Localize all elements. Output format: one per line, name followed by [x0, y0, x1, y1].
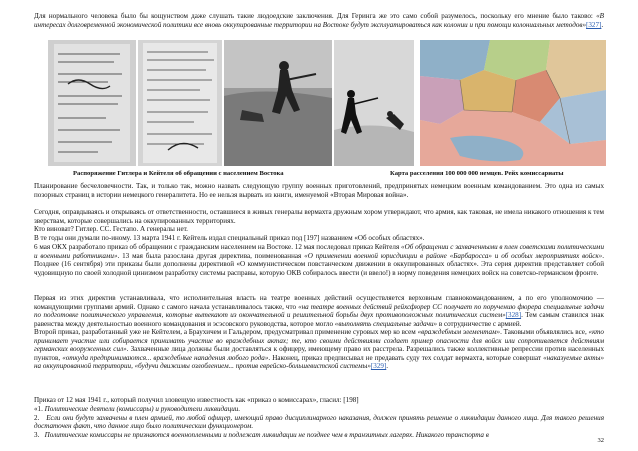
footnote-link-327[interactable]: [327] — [586, 20, 602, 29]
paragraph-8: Приказ от 12 мая 1941 г., который получил зловещую известность как «приказ о комиссарах», гласил: [198] — [34, 396, 359, 404]
paragraph-3: Кто виноват? Гитлер. СС. Гестапо. А генералы нет. — [34, 225, 188, 233]
intro-text: Для нормального человека было бы кощунством даже слушать такие людоедские заключения. Для Геринга же это само собой разумелось, поскольку его мнение было таково: — [34, 12, 597, 20]
page-number: 32 — [597, 437, 604, 444]
caption-left: Распоряжение Гитлера и Кейтеля об обращении с населением Востока — [73, 170, 284, 177]
intro-quote: «В интересах долговременной экономической политики все вновь оккупированные территории на Востоке будут эксплуатироваться как колонии и при помощи колониальных методов» — [34, 12, 604, 29]
photo-execution — [334, 40, 414, 166]
paragraph-6: Первая из этих директив устанавливала, что исполнительная власть на театре военных действий осуществляется верховным главнокомандованием, а по его уполномочию — командующими группами армий. Однако с самого начала устанавливалось также, что «на театре военных действий рейхсфюрер СС получает по поручению фюрера специальные задачи по подготовке политического управления, которые вытекают из окончательной и решительной борьбы двух противоположных политических систем»[328]. Тем самым ставился знак равенства между деятельностью военного командования и эсэсовского руководства, которое могло «выполнять специальные задачи» в сотрудничестве с армией. — [34, 294, 604, 328]
footnote-link-329[interactable]: [329] — [370, 362, 387, 371]
order-list — [34, 405, 604, 439]
paragraph-1: Планирование бесчеловечности. Так, и только так, можно назвать следующую группу военных приготовлений, предпринятых немецким военным командованием. Это одна из самых позорных страниц в истории немецкого генералитета. Но ее нельзя вырвать из книги, именуемой «Вторая Мировая война». — [34, 182, 604, 199]
paragraph-4: В те годы они думали по-иному. 13 марта 1941 г. Кейтель издал специальный приказ под [197] названием «Об особых областях». — [34, 234, 425, 242]
list-item: 2. Если они будут захвачены в плен армией, то любой офицер, имеющий право дисциплинарного наказания, должен принять решение о ликвидации данного лица. Для такого решения достаточен факт, что данное лицо было политическим функционером. — [34, 413, 605, 431]
paragraph-5: 6 мая ОКХ разработало приказ об обращении с гражданским населением на Востоке. 12 мая последовал приказ Кейтеля «Об обращении с захваченными в плен советскими политическими и военными работниками». 13 мая была разослана другая директива, поименованная «О применении военной юрисдикции в районе «Барбаросса» и об особых мероприятиях войск». Позднее (16 сентября) эти приказы были дополнены директивой «О коммунистическом повстанческом движении в оккупированных областях». Эта серия директив представляет собой чудовищную по своей холодной цинизмом разработку системы расправы, которую ОКВ собиралось ввести (и ввело!) в норму поведения немецких войск на советско-германском фронте. — [34, 243, 605, 277]
caption-right: Карта расселения 100 000 000 немцев. Рейх комиссариаты — [390, 170, 564, 177]
document-photo-2 — [138, 40, 222, 166]
list-item: «1. Политические деятели (комиссары) и руководители ликвидации. — [34, 405, 241, 413]
paragraph-2: Сегодня, оправдываясь и открываясь от ответственности, оставшиеся в живых генералы вермахта дружным хором утверждают, что армия, как таковая, не имела никакого отношения к тем зверствам, которые совершались на оккупированных территориях. — [34, 208, 604, 225]
paragraph-7: Второй приказ, разработанный уже не Кейтелем, а Браухичем и Гальдером, предусматривал применение суровых мер ко всем «враждебным элементам». Таковыми объявлялись все, «кто принимает участие или собирается принимать участие во враждебных актах; те, кто своими действиями создает пример опасности для войск или сопротивляется действиям германских вооруженных сил». Захваченные лица должны были доставляться к офицеру, имеющему право их расстрела. Разрешались также коллективные репрессии против населенных пунктов, «откуда предпринимаются... враждебные нападения любого рода». Наконец, приказ предписывал не предавать суду тех солдат вермахта, которые совершат «наказуемые акты» на оккупированной территории, «будучи движимы озлоблением... против еврейско-большевистской системы»[329]. — [34, 328, 605, 371]
photo-soldiers — [224, 40, 332, 166]
reichskommissariat-map — [420, 40, 606, 166]
list-item: 3. Политические комиссары не признаются военнопленными и подлежат ликвидации не позднее чем в транзитных лагерях. Никакого транспорта в — [34, 430, 489, 439]
document-photo-1 — [48, 40, 136, 166]
footnote-link-328[interactable]: [328] — [505, 311, 522, 320]
intro-paragraph: Для нормального человека было бы кощунством даже слушать такие людоедские заключения. Для Геринга же это само собой разумелось, поскольку его мнение было таково: «В интересах долговременной экономической политики все вновь оккупированные территории на Востоке будут эксплуатироваться как колонии и при помощи колониальных методов»[327]. — [34, 12, 604, 29]
